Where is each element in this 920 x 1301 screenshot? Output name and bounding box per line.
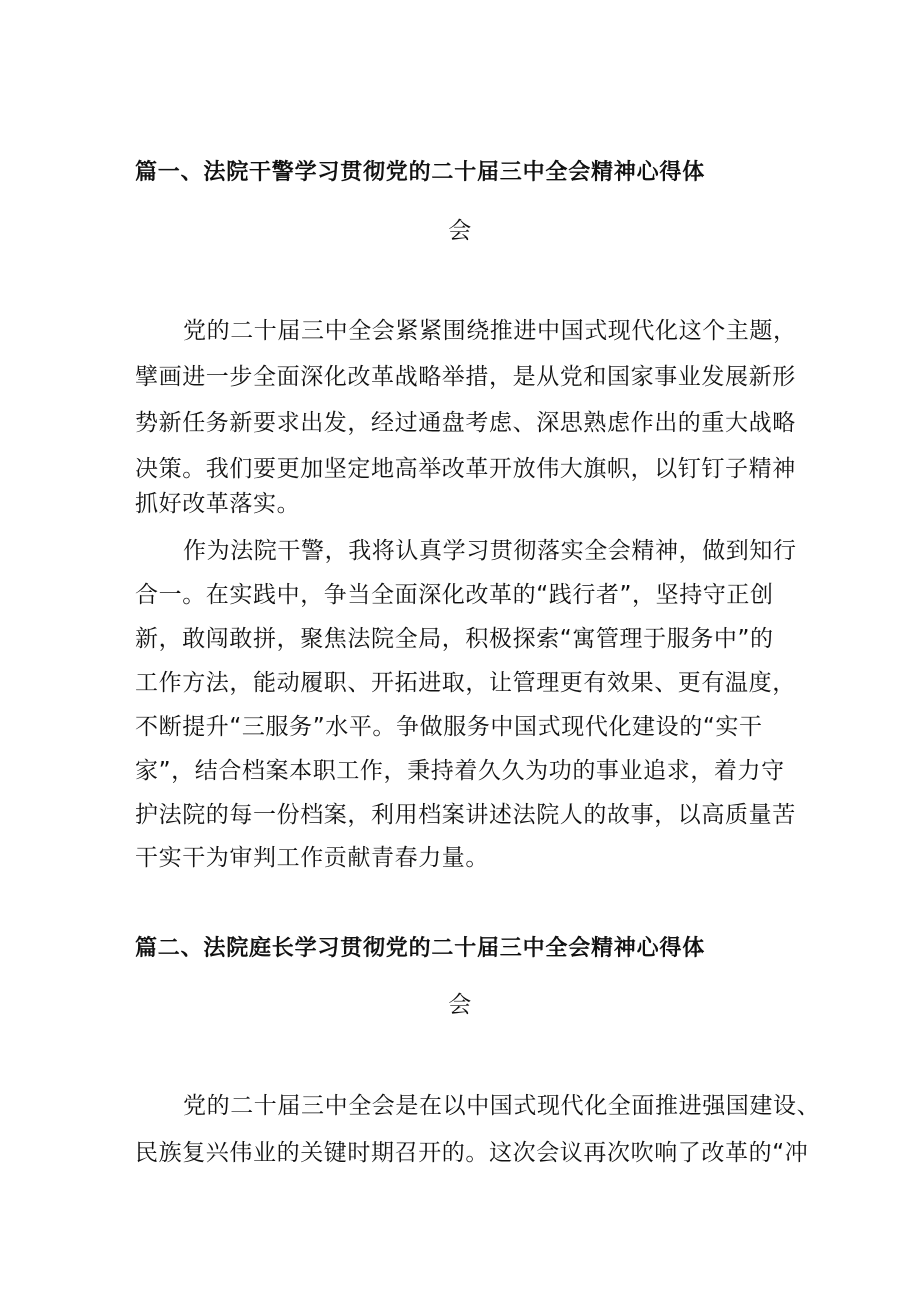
paragraph-1-line-3: 势新任务新要求出发，经过通盘考虑、深思熟虑作出的重大战略: [135, 410, 796, 436]
paragraph-2-line-5: 不断提升“三服务”水平。争做服务中国式现代化建设的“实干: [135, 714, 763, 740]
paragraph-2-line-1: 作为法院干警，我将认真学习贯彻落实全会精神，做到知行: [183, 538, 797, 564]
section-1-title-continued: 会: [448, 218, 472, 244]
paragraph-2-line-3: 新，敢闯敢拼，聚焦法院全局，积极探索“寓管理于服务中”的: [135, 626, 774, 652]
paragraph-2-line-7: 护法院的每一份档案，利用档案讲述法院人的故事，以高质量苦: [135, 802, 796, 828]
paragraph-1-line-4: 决策。我们要更加坚定地高举改革开放伟大旗帜，以钉钉子精神: [135, 456, 796, 482]
section-2-title-continued: 会: [448, 992, 472, 1018]
paragraph-2-line-2: 合一。在实践中，争当全面深化改革的“践行者”，坚持守正创: [135, 582, 774, 608]
paragraph-2-line-6: 家”，结合档案本职工作，秉持着久久为功的事业追求，着力守: [135, 758, 785, 784]
section-1-title: 篇一、法院干警学习贯彻党的二十届三中全会精神心得体: [135, 160, 706, 185]
paragraph-3-line-2: 民族复兴伟业的关键时期召开的。这次会议再次吹响了改革的“冲: [135, 1140, 809, 1166]
paragraph-1-line-5: 抓好改革落实。: [135, 491, 301, 517]
paragraph-2-line-4: 工作方法，能动履职、开拓进取，让管理更有效果、更有温度，: [135, 670, 796, 696]
section-2-title: 篇二、法院庭长学习贯彻党的二十届三中全会精神心得体: [135, 936, 706, 961]
paragraph-1-line-2: 擘画进一步全面深化改革战略举措，是从党和国家事业发展新形: [135, 364, 796, 390]
paragraph-1-line-1: 党的二十届三中全会紧紧围绕推进中国式现代化这个主题，: [183, 318, 797, 344]
paragraph-2-line-8: 干实干为审判工作贡献青春力量。: [135, 845, 489, 871]
paragraph-3-line-1: 党的二十届三中全会是在以中国式现代化全面推进强国建设、: [183, 1093, 821, 1119]
